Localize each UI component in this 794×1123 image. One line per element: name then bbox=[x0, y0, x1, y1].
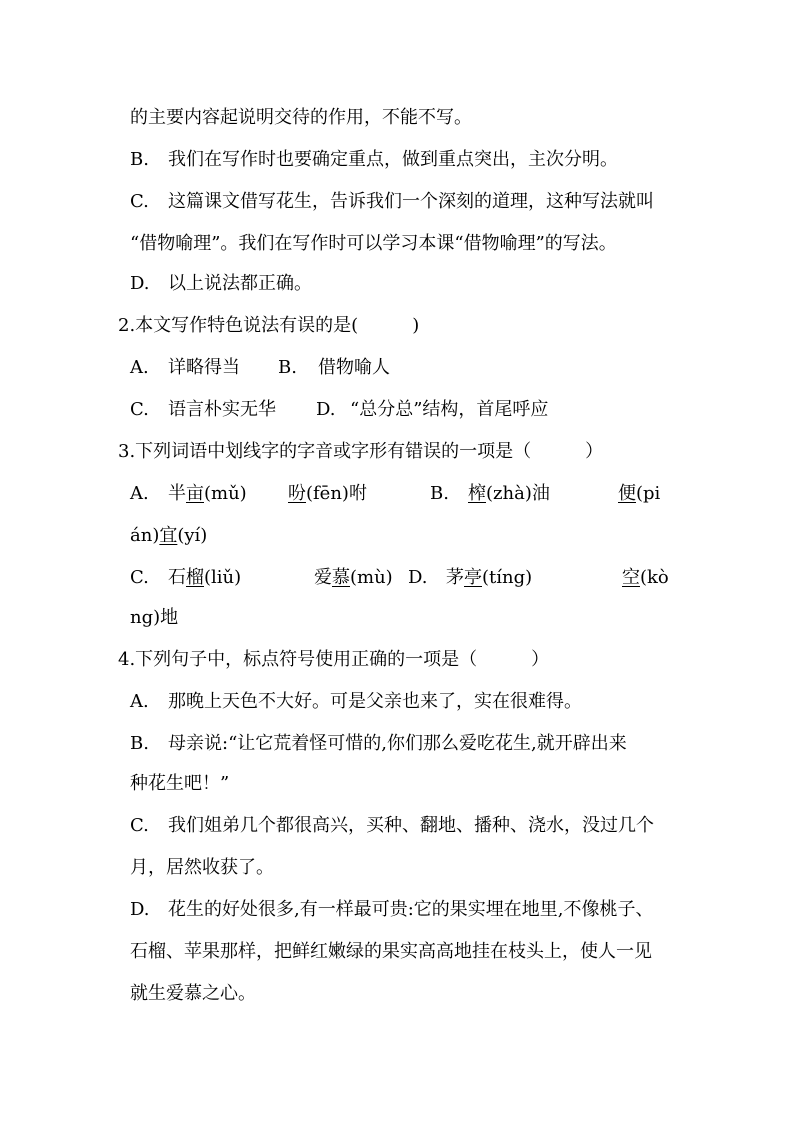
q2-option-d-label: D. bbox=[316, 399, 336, 420]
q3-a-word-1: 半亩(mǔ) bbox=[168, 483, 247, 504]
q3-d-word-2-cont: ng)地 bbox=[130, 607, 179, 628]
q4-option-c-text: 我们姐弟几个都很高兴，买种、翻地、播种、浇水，没过几个 bbox=[168, 815, 654, 836]
q3-c-word-1: 石榴(liǔ) bbox=[168, 567, 242, 588]
q3-d-word-1: 茅亭(tíng) bbox=[446, 567, 533, 588]
option-d-label: D. bbox=[130, 273, 150, 294]
q2-option-b-label: B. bbox=[278, 357, 297, 378]
q4-option-c-label: C. bbox=[130, 815, 149, 836]
question-2-stem: 2.本文写作特色说法有误的是( ) bbox=[118, 315, 420, 336]
option-c-label: C. bbox=[130, 191, 149, 212]
q2-option-a-text: 详略得当 bbox=[168, 357, 240, 378]
q2-option-d-text: “总分总”结构，首尾呼应 bbox=[350, 399, 549, 420]
q4-option-d-text-cont2: 就生爱慕之心。 bbox=[130, 983, 256, 1004]
question-3-stem: 3.下列词语中划线字的字音或字形有错误的一项是（ ） bbox=[118, 441, 604, 462]
question-4-stem: 4.下列句子中，标点符号使用正确的一项是（ ） bbox=[118, 649, 550, 670]
option-b-label: B. bbox=[130, 149, 149, 170]
q4-option-d-label: D. bbox=[130, 899, 150, 920]
q3-option-d-label: D. bbox=[408, 567, 428, 588]
q3-option-c-label: C. bbox=[130, 567, 149, 588]
q3-option-b-label: B. bbox=[430, 483, 449, 504]
option-c-text: 这篇课文借写花生，告诉我们一个深刻的道理，这种写法就叫 bbox=[168, 191, 654, 212]
q4-option-b-text: 母亲说:“让它荒着怪可惜的,你们那么爱吃花生,就开辟出来 bbox=[168, 733, 627, 754]
q2-option-b-text: 借物喻人 bbox=[318, 357, 390, 378]
q3-c-word-2: 爱慕(mù) bbox=[314, 567, 393, 588]
option-c-text-cont: “借物喻理”。我们在写作时可以学习本课“借物喻理”的写法。 bbox=[130, 233, 617, 254]
q4-option-d-text-cont: 石榴、苹果那样，把鲜红嫩绿的果实高高地挂在枝头上，使人一见 bbox=[130, 941, 652, 962]
q4-option-a-text: 那晚上天色不大好。可是父亲也来了，实在很难得。 bbox=[168, 691, 582, 712]
q3-b-word-2-cont: án)宜(yí) bbox=[130, 525, 208, 546]
q3-b-word-1: 榨(zhà)油 bbox=[468, 483, 550, 504]
q2-option-c-label: C. bbox=[130, 399, 149, 420]
q3-d-word-2: 空(kò bbox=[622, 567, 669, 588]
continuation-line: 的主要内容起说明交待的作用，不能不写。 bbox=[130, 107, 472, 128]
q3-a-word-2: 吩(fēn)咐 bbox=[288, 483, 367, 504]
q4-option-b-text-cont: 种花生吧！” bbox=[130, 773, 230, 794]
q3-option-a-label: A. bbox=[130, 483, 149, 504]
q2-option-c-text: 语言朴实无华 bbox=[168, 399, 276, 420]
q4-option-b-label: B. bbox=[130, 733, 149, 754]
q4-option-d-text: 花生的好处很多,有一样最可贵:它的果实埋在地里,不像桃子、 bbox=[168, 899, 654, 920]
q4-option-c-text-cont: 月，居然收获了。 bbox=[130, 857, 274, 878]
option-b-text: 我们在写作时也要确定重点，做到重点突出，主次分明。 bbox=[168, 149, 618, 170]
q2-option-a-label: A. bbox=[130, 357, 149, 378]
q4-option-a-label: A. bbox=[130, 691, 149, 712]
option-d-text: 以上说法都正确。 bbox=[168, 273, 312, 294]
q3-b-word-2: 便(pi bbox=[618, 483, 661, 504]
